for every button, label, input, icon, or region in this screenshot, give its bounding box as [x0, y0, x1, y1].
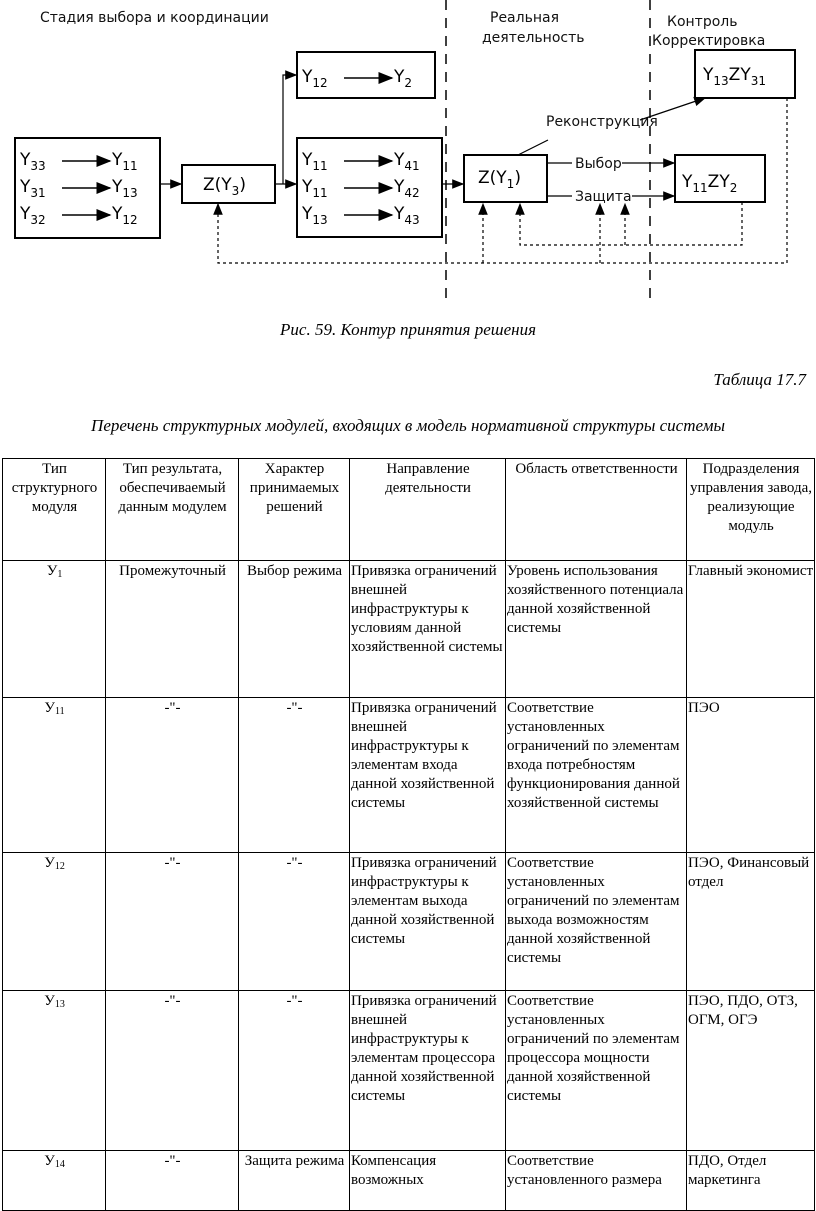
direction-cell: Компенсация возможных	[350, 1151, 506, 1211]
stage-control-label-1: Контроль	[667, 14, 738, 30]
result-cell: -"-	[106, 991, 239, 1151]
area-cell: Уровень использования хозяйственного потенциала данной хозяйственной системы	[506, 561, 687, 698]
svg-text:Y31: $Y_{31}$	[20, 177, 46, 200]
svg-text:Y12: $Y_{12}$	[302, 67, 328, 90]
direction-cell: Привязка ограничений внешней инфраструктуры к элементам процессора данной хозяйственной системы	[350, 991, 506, 1151]
modules-table	[2, 458, 815, 1211]
top-box	[301, 67, 412, 90]
area-cell: Соответствие установленных ограничений по элементам входа потребностям функционирования данной хозяйственной системы	[506, 698, 687, 853]
area-cell: Соответствие установленных ограничений по элементам процессора мощности данной хозяйственной системы	[506, 991, 687, 1151]
z-y1-box: $Z(Y_1)$	[478, 168, 521, 191]
stage-activity-label-2: деятельность	[482, 30, 585, 46]
area-cell: Соответствие установленного размера	[506, 1151, 687, 1211]
y13zy31-box: $Y_{13}ZY_{31}$	[703, 65, 766, 88]
svg-text:Y11: $Y_{11}$	[302, 150, 328, 173]
decision-cell: Защита режима	[239, 1151, 350, 1211]
mid-box	[301, 150, 420, 227]
svg-text:Y41: $Y_{41}$	[394, 150, 420, 173]
units-cell: ПЭО, Финансовый отдел	[687, 853, 815, 991]
decision-cell: Выбор режима	[239, 561, 350, 698]
area-cell: Соответствие установленных ограничений по элементам выхода возможностям данной хозяйственной системы	[506, 853, 687, 991]
decision-cell: -"-	[239, 853, 350, 991]
result-cell: -"-	[106, 853, 239, 991]
table-number: Таблица 17.7	[713, 370, 806, 389]
stage-control-label-2: Корректировка	[652, 33, 766, 49]
result-cell: -"-	[106, 1151, 239, 1211]
protection-label: Защита	[575, 189, 632, 205]
y11zy2-box: $Y_{11}ZY_2$	[682, 172, 738, 195]
units-cell: ПЭО, ПДО, ОТЗ, ОГМ, ОГЭ	[687, 991, 815, 1151]
figure-caption: Рис. 59. Контур принятия решения	[280, 320, 536, 339]
input-box	[19, 150, 138, 227]
z-y3-box: $Z(Y_3)$	[203, 175, 246, 198]
result-cell: Промежуточный	[106, 561, 239, 698]
table-header-row	[3, 459, 815, 561]
svg-text:Y33: $Y_{33}$	[20, 150, 46, 173]
header-cell: Подразделения управления завода, реализующие модуль	[687, 459, 815, 561]
module-type-cell: $У_{14}$	[3, 1151, 106, 1211]
units-cell: ПДО, Отдел маркетинга	[687, 1151, 815, 1211]
table-row	[3, 853, 815, 991]
header-cell: Тип результата, обеспечиваемый данным модулем	[106, 459, 239, 561]
svg-text:Y12: $Y_{12}$	[112, 204, 138, 227]
svg-text:Y11: $Y_{11}$	[112, 150, 138, 173]
svg-text:Y11: $Y_{11}$	[302, 177, 328, 200]
table-title: Перечень структурных модулей, входящих в модель нормативной структуры системы	[91, 416, 725, 435]
table-row	[3, 1151, 815, 1211]
header-cell: Характер принимаемых решений	[239, 459, 350, 561]
decision-cell: -"-	[239, 698, 350, 853]
svg-text:Y13: $Y_{13}$	[112, 177, 138, 200]
direction-cell: Привязка ограничений внешней инфраструктуры к условиям данной хозяйственной системы	[350, 561, 506, 698]
svg-text:Y2: $Y_2$	[394, 67, 413, 90]
svg-text:Y43: $Y_{43}$	[394, 204, 420, 227]
module-type-cell: $У_1$	[3, 561, 106, 698]
table-row	[3, 561, 815, 698]
module-type-cell: $У_{11}$	[3, 698, 106, 853]
choice-label: Выбор	[575, 156, 622, 172]
header-cell: Тип структурного модуля	[3, 459, 106, 561]
table-row	[3, 698, 815, 853]
direction-cell: Привязка ограничений инфраструктуры к элементам выхода данной хозяйственной системы	[350, 853, 506, 991]
result-cell: -"-	[106, 698, 239, 853]
module-type-cell: $У_{12}$	[3, 853, 106, 991]
direction-cell: Привязка ограничений внешней инфраструктуры к элементам входа данной хозяйственной системы	[350, 698, 506, 853]
stage-activity-label-1: Реальная	[490, 10, 559, 26]
units-cell: Главный экономист	[687, 561, 815, 698]
reconstruction-label: Реконструкция	[546, 114, 658, 130]
module-type-cell: $У_{13}$	[3, 991, 106, 1151]
svg-text:Y42: $Y_{42}$	[394, 177, 420, 200]
decision-loop-diagram	[0, 0, 816, 300]
header-cell: Область ответственности	[506, 459, 687, 561]
table-row	[3, 991, 815, 1151]
header-cell: Направление деятельности	[350, 459, 506, 561]
decision-cell: -"-	[239, 991, 350, 1151]
units-cell: ПЭО	[687, 698, 815, 853]
stage-selection-label: Стадия выбора и координации	[40, 10, 269, 26]
svg-text:Y13: $Y_{13}$	[302, 204, 328, 227]
svg-text:Y32: $Y_{32}$	[20, 204, 46, 227]
